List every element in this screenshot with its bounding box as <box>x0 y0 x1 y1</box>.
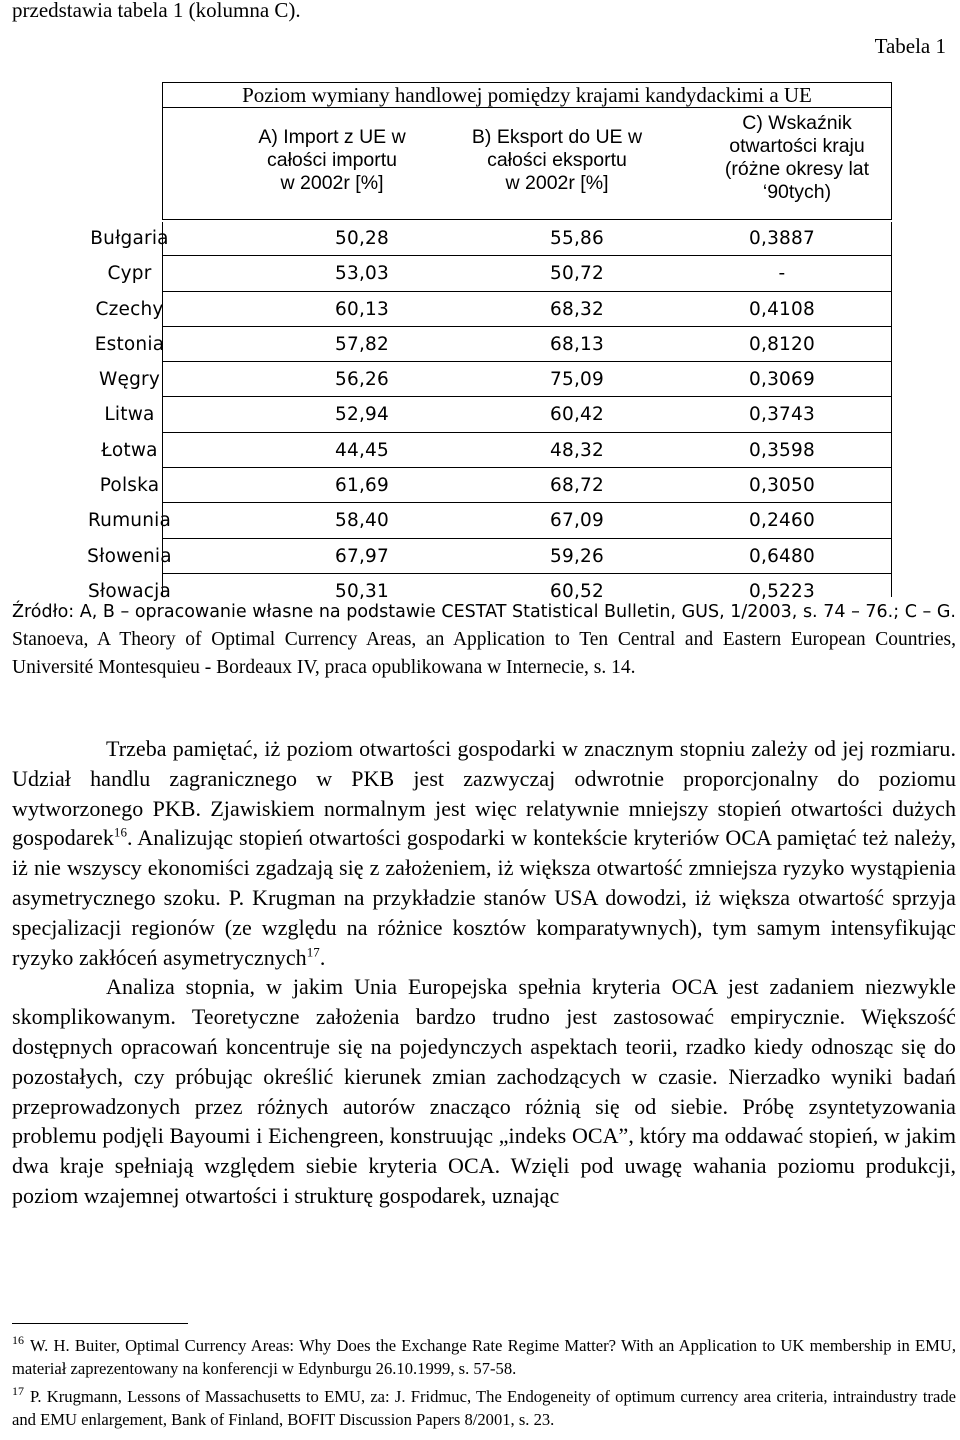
table-row <box>62 434 892 469</box>
export-cell: 68,72 <box>550 475 604 497</box>
country-cell: Polska <box>99 475 160 497</box>
table-row <box>62 293 892 328</box>
import-cell: 50,31 <box>335 580 389 602</box>
header-col-b <box>442 126 672 195</box>
export-cell: 67,09 <box>550 510 604 532</box>
export-cell: 75,09 <box>550 369 604 391</box>
export-cell: 68,13 <box>550 333 604 355</box>
export-cell: 60,52 <box>550 580 604 602</box>
openness-cell: 0,3743 <box>749 404 815 426</box>
import-cell: 60,13 <box>335 298 389 320</box>
country-cell: Litwa <box>104 404 155 426</box>
openness-cell: 0,4108 <box>749 298 815 320</box>
footnote <box>12 1385 956 1431</box>
paragraph-text: . <box>319 944 326 970</box>
country-cell: Bułgaria <box>90 228 169 249</box>
trade-table <box>62 82 892 602</box>
openness-cell: 0,3598 <box>749 439 815 461</box>
table-row <box>62 222 892 257</box>
export-cell: 68,32 <box>550 298 604 320</box>
country-cell: Słowacja <box>87 580 172 602</box>
openness-cell: - <box>778 263 786 285</box>
country-cell: Czechy <box>95 298 164 320</box>
footnote-number: 17 <box>12 1384 24 1399</box>
header-col-c <box>682 112 912 204</box>
table-row <box>62 363 892 398</box>
openness-cell: 0,8120 <box>749 333 815 355</box>
import-cell: 53,03 <box>335 263 389 285</box>
openness-cell: 0,6480 <box>749 545 815 567</box>
footnote-ref: 17 <box>306 944 320 960</box>
table-row <box>62 540 892 575</box>
table-row <box>62 328 892 363</box>
country-cell: Estonia <box>94 333 165 355</box>
export-cell: 50,72 <box>550 263 604 285</box>
footnote-separator <box>12 1323 188 1324</box>
import-cell: 52,94 <box>335 404 389 426</box>
footnote-ref: 16 <box>113 825 128 841</box>
import-cell: 44,45 <box>335 439 389 461</box>
table-row <box>62 257 892 292</box>
footnote-number: 16 <box>12 1333 24 1348</box>
header-b-line: B) Eksport do UE w <box>471 126 643 148</box>
openness-cell: 0,2460 <box>749 510 815 532</box>
header-c-line: otwartości kraju <box>729 135 865 157</box>
import-cell: 56,26 <box>335 369 389 391</box>
header-a-line: całości importu <box>266 149 398 171</box>
header-a-line: w 2002r [%] <box>280 172 384 194</box>
import-cell: 58,40 <box>335 510 389 532</box>
header-b-line: w 2002r [%] <box>505 172 609 194</box>
paragraph-text: . Analizując stopień otwartości gospodarki w kontekście kryteriów OCA pamiętać też należy, iż nie wszyscy ekonomiści zgadzają się z założeniem, iż większa otwartość zmniejsza ryzyko wystąpienia asymetrycznego szoku. P. Krugman na przykładzie stanów USA dowodzi, iż większa otwartość sprzyja specjalizacji regionów (ze względu na różnice kosztów komparatywnych), tym samym intensyfikując ryzyko zakłóceń asymetrycznych <box>12 825 956 970</box>
header-a-line: A) Import z UE w <box>258 126 406 148</box>
export-cell: 60,42 <box>550 404 604 426</box>
openness-cell: 0,3050 <box>749 475 815 497</box>
import-cell: 50,28 <box>335 228 389 249</box>
intro-line: przedstawia tabela 1 (kolumna C). <box>12 0 301 22</box>
header-c-line: (różne okresy lat <box>724 158 870 180</box>
header-b-line: całości eksportu <box>487 149 627 171</box>
footnote <box>12 1334 956 1380</box>
country-cell: Cypr <box>107 263 152 285</box>
source-text-a: Źródło: A, B – opracowanie własne na podstawie CESTAT Statistical Bulletin, GUS, 1/2003, s. 74 – 76.; C – G. <box>12 602 956 622</box>
source-text-b: Stanoeva, A Theory of Optimal Currency Areas, an Application to Ten Central and Eastern European Countries, Université Montesquieu - Bordeaux IV, praca opublikowana w Internecie, s. 14. <box>12 629 956 678</box>
import-cell: 57,82 <box>335 333 389 355</box>
table-label: Tabela 1 <box>874 34 946 58</box>
import-cell: 61,69 <box>335 475 389 497</box>
body-text <box>12 734 956 1211</box>
footnote-text: P. Krugmann, Lessons of Massachusetts to EMU, za: J. Fridmuc, The Endogeneity of optimum currency area criteria, intraindustry trade and EMU enlargement, Bank of Finland, BOFIT Discussion Papers 8/2001, s. 23. <box>12 1387 956 1429</box>
paragraph-text: Trzeba pamiętać, iż poziom otwartości gospodarki w znacznym stopniu zależy od jej rozmiaru. Udział handlu zagranicznego w PKB jest zazwyczaj odwrotnie proporcjonalny do poziomu wytworzonego PKB. Zjawiskiem normalnym jest więc relatywnie mniejszy stopień otwartości dużych gospodarek <box>12 736 956 851</box>
country-cell: Łotwa <box>101 439 158 461</box>
table-row <box>62 504 892 539</box>
table-caption: Poziom wymiany handlowej pomiędzy krajami kandydackimi a UE <box>242 83 812 107</box>
table-source-note <box>12 598 956 682</box>
import-cell: 67,97 <box>335 545 389 567</box>
header-col-a <box>212 126 452 195</box>
footnote-text: W. H. Buiter, Optimal Currency Areas: Why Does the Exchange Rate Regime Matter? With an Application to UK membership in EMU, materiał zaprezentowany na konferencji w Edynburgu 26.10.1999, s. 57-58. <box>12 1336 956 1378</box>
table-row <box>62 469 892 504</box>
paragraph: Analiza stopnia, w jakim Unia Europejska spełnia kryteria OCA jest zadaniem niezwykle skomplikowanym. Teoretyczne założenia bardzo trudno jest zastosować empirycznie. Większość dostępnych opracowań koncentruje się na pojedynczych aspektach teorii, rzadko kiedy odnosząc się do pozostałych, czy próbując określić kierunek zmian zachodzących w czasie. Nierzadko wyniki badań przeprowadzonych przez różnych autorów znacząco różnią się od siebie. Próbę zsyntetyzowania problemu podjęli Bayoumi i Eichengreen, konstruując „indeks OCA”, który ma oddawać stopień, w jakim dwa kraje spełniają względem siebie kryteria OCA. Wzięli pod uwagę wahania poziomu produkcji, poziom wzajemnej otwartości i strukturę gospodarek, uznając <box>12 974 956 1208</box>
country-cell: Słowenia <box>87 545 172 567</box>
openness-cell: 0,3069 <box>749 369 815 391</box>
header-c-line: ‘90tych) <box>762 181 832 203</box>
openness-cell: 0,5223 <box>749 580 815 602</box>
export-cell: 59,26 <box>550 545 604 567</box>
table-row <box>62 398 892 433</box>
export-cell: 55,86 <box>550 228 604 249</box>
openness-cell: 0,3887 <box>749 228 815 249</box>
export-cell: 48,32 <box>550 439 604 461</box>
country-cell: Rumunia <box>87 510 172 532</box>
paragraph <box>12 734 956 972</box>
country-cell: Węgry <box>99 369 160 391</box>
header-c-line: C) Wskaźnik <box>742 112 852 134</box>
table-body <box>62 222 892 610</box>
